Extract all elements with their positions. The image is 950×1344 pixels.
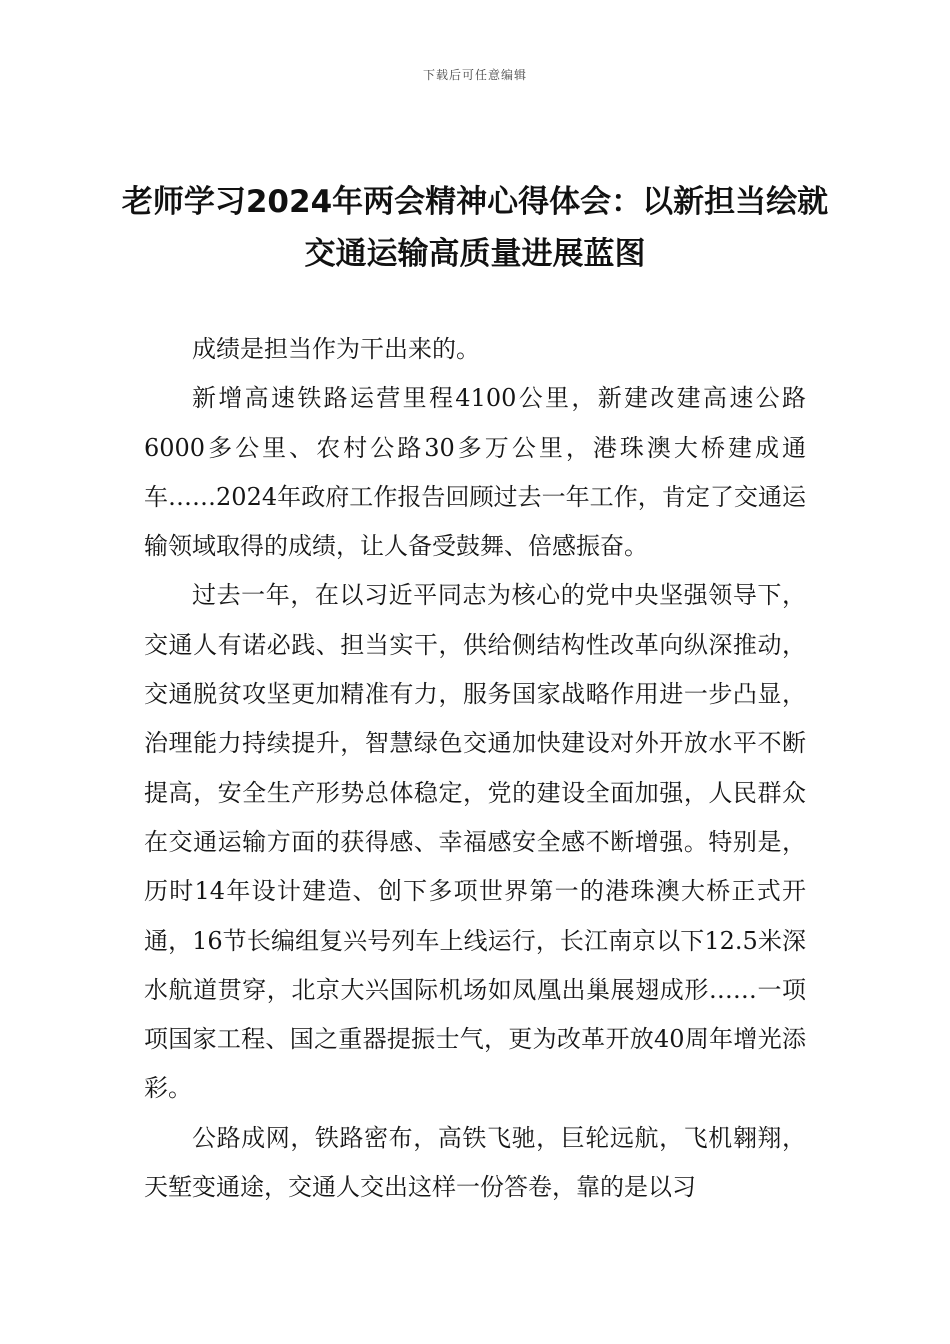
page-header-note: 下载后可任意编辑	[422, 68, 527, 82]
paragraph: 新增高速铁路运营里程4100公里，新建改建高速公路6000多公里、农村公路30多万公里，港珠澳大桥建成通车……2024年政府工作报告回顾过去一年工作，肯定了交通运输领域取得的成绩，让人备受鼓舞、倍感振奋。	[144, 384, 806, 561]
document-title: 老师学习2024年两会精神心得体会：以新担当绘就交通运输高质量进展蓝图	[121, 184, 829, 272]
document-body	[144, 325, 806, 1212]
paragraph: 过去一年，在以习近平同志为核心的党中央坚强领导下，交通人有诺必践、担当实干，供给侧结构性改革向纵深推动，交通脱贫攻坚更加精准有力，服务国家战略作用进一步凸显，治理能力持续提升，智慧绿色交通加快建设对外开放水平不断提高，安全生产形势总体稳定，党的建设全面加强，人民群众在交通运输方面的获得感、幸福感安全感不断增强。特别是，历时14年设计建造、创下多项世界第一的港珠澳大桥正式开通，16节长编组复兴号列车上线运行，长江南京以下12.5米深水航道贯穿，北京大兴国际机场如凤凰出巢展翅成形……一项项国家工程、国之重器提振士气，更为改革开放40周年增光添彩。	[144, 581, 806, 1103]
paragraph: 成绩是担当作为干出来的。	[192, 335, 480, 363]
paragraph: 公路成网，铁路密布，高铁飞驰，巨轮远航，飞机翱翔，天堑变通途，交通人交出这样一份答卷，靠的是以习	[144, 1123, 806, 1202]
